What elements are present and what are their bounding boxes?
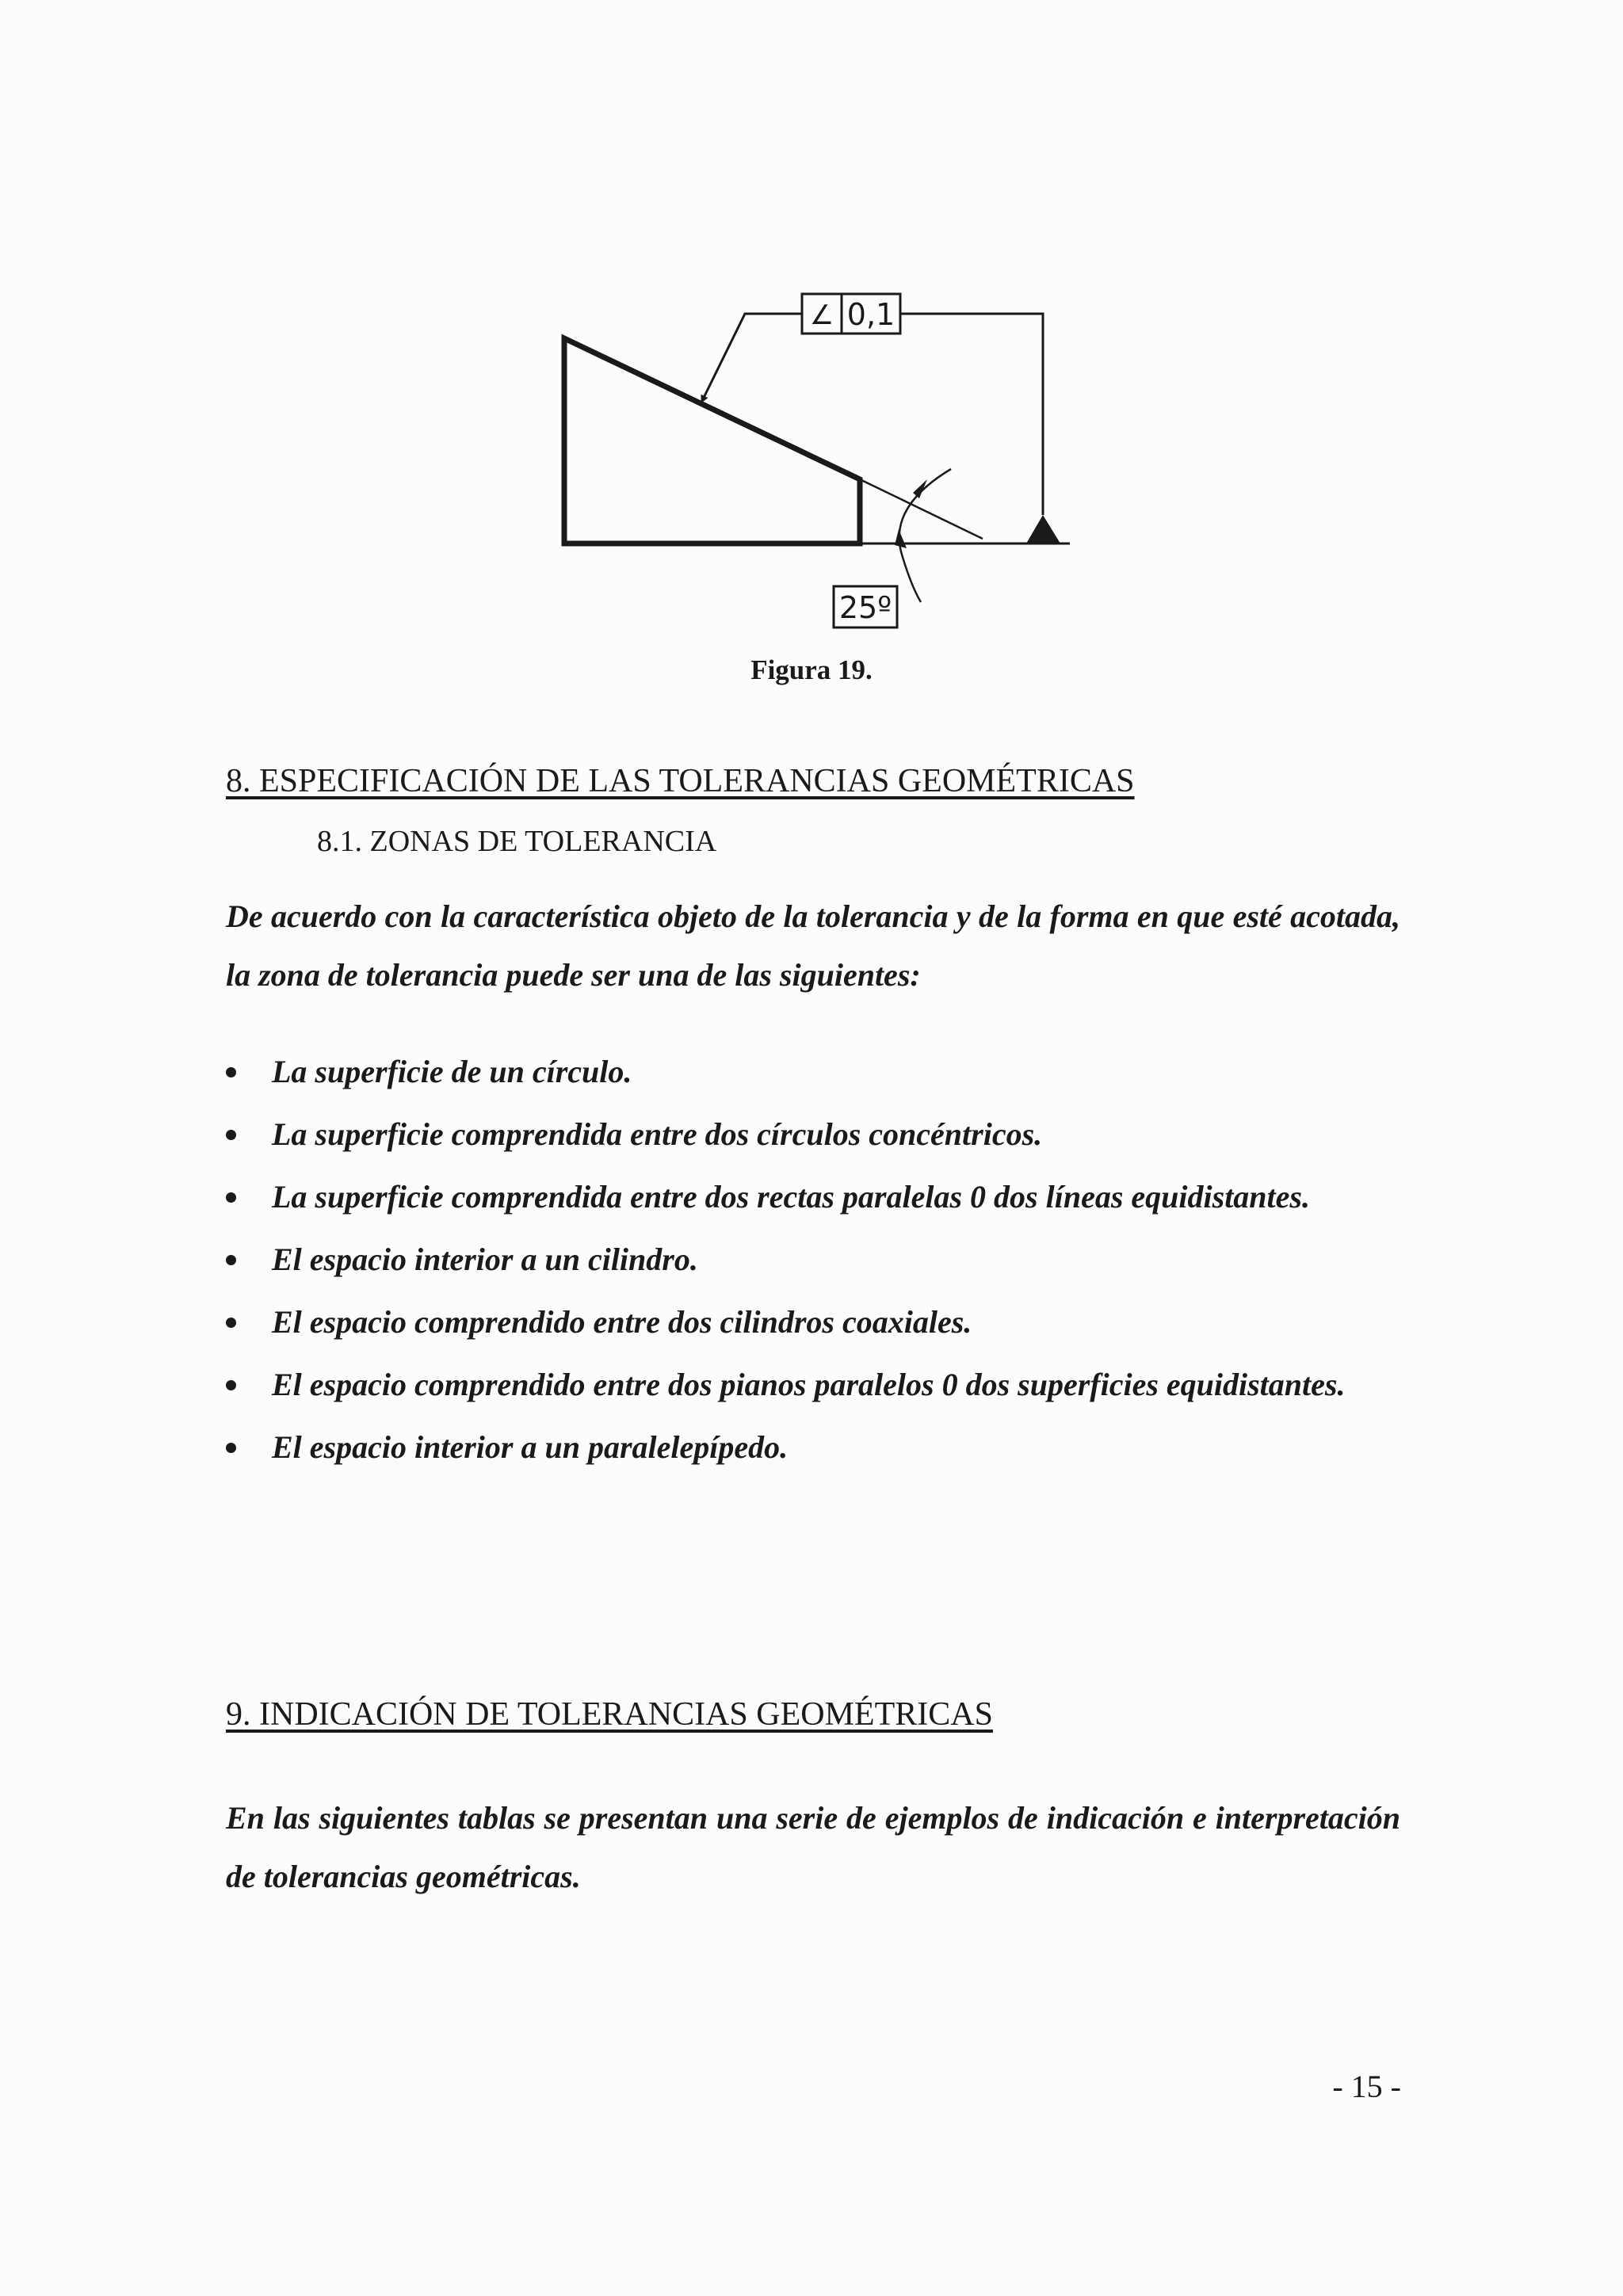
tolerance-zones-list [226, 1043, 1400, 1481]
angle-value: 25º [838, 590, 892, 625]
angularity-symbol: ∠ [809, 299, 834, 331]
list-item: La superficie comprendida entre dos rectas paralelas 0 dos líneas equidistantes. [226, 1168, 1400, 1226]
list-item: El espacio comprendido entre dos cilindros coaxiales. [226, 1293, 1400, 1352]
feature-control-frame [802, 294, 900, 334]
part-outline [564, 338, 860, 543]
list-item: El espacio comprendido entre dos pianos paralelos 0 dos superficies equidistantes. [226, 1356, 1400, 1414]
list-item: El espacio interior a un cilindro. [226, 1230, 1400, 1289]
bullet-dot [226, 1443, 236, 1453]
bullet-dot [226, 1192, 236, 1203]
bullet-dot [226, 1318, 236, 1328]
angle-dimension-arc [899, 469, 951, 602]
figure-19-drawing [0, 0, 1623, 697]
section-8-1-subheading: 8.1. ZONAS DE TOLERANCIA [317, 825, 717, 858]
bullet-dot [226, 1067, 236, 1077]
section-8-heading: 8. ESPECIFICACIÓN DE LAS TOLERANCIAS GEOMÉTRICAS [226, 763, 1135, 799]
list-item: La superficie comprendida entre dos círculos concéntricos. [226, 1105, 1400, 1164]
bullet-dot [226, 1380, 236, 1390]
angle-dimension-box [834, 586, 897, 627]
list-item: La superficie de un círculo. [226, 1043, 1400, 1101]
bullet-dot [226, 1130, 236, 1140]
figure-caption: Figura 19. [750, 654, 873, 685]
bullet-dot [226, 1255, 236, 1265]
tolerance-leader-arrow [701, 314, 802, 402]
list-item: El espacio interior a un paralelepípedo. [226, 1418, 1400, 1477]
angle-arrowhead-bottom [895, 529, 907, 548]
section-8-intro-paragraph: De acuerdo con la característica objeto de la tolerancia y de la forma en que esté acotada, la zona de tolerancia puede ser una de las siguientes: [226, 898, 1400, 993]
datum-triangle [1026, 515, 1060, 543]
section-9-paragraph: En las siguientes tablas se presentan una serie de ejemplos de indicación e interpretación de tolerancias geométricas. [226, 1800, 1400, 1894]
tolerance-value: 0,1 [846, 297, 896, 332]
page-number: - 15 - [1332, 2069, 1401, 2104]
section-9-heading: 9. INDICACIÓN DE TOLERANCIAS GEOMÉTRICAS [226, 1696, 993, 1733]
